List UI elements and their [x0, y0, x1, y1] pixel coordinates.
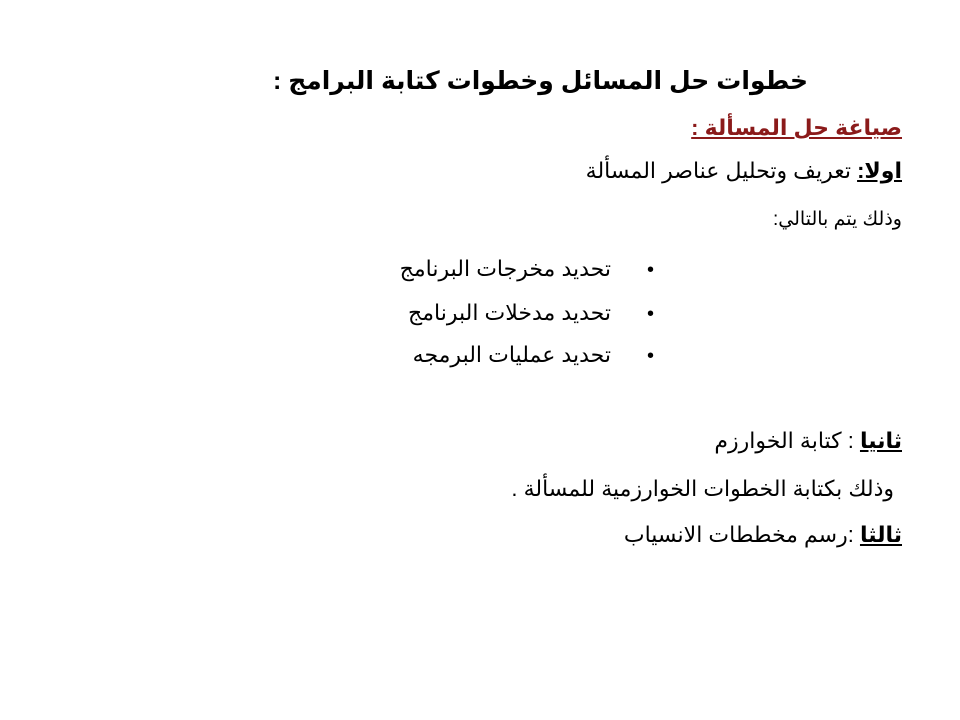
step-three-label: ثالثا [859, 522, 902, 547]
step-one-line [586, 158, 902, 184]
bullet-marker: • [646, 345, 654, 367]
step-two-line [714, 428, 902, 454]
page-title: خطوات حل المسائل وخطوات كتابة البرامج : [272, 67, 808, 95]
bullet-text: تحديد عمليات البرمجه [412, 342, 611, 367]
step-two-label: ثانيا [859, 428, 902, 453]
step-three-text: :رسم مخططات الانسياب [623, 522, 860, 547]
step-two-text: : كتابة الخوارزم [714, 428, 860, 453]
step-two-detail: وذلك بكتابة الخطوات الخوارزمية للمسألة . [511, 476, 894, 501]
bullet-text: تحديد مخرجات البرنامج [399, 256, 611, 281]
step-three-line [624, 522, 902, 548]
step-one-label: اولا: [857, 158, 902, 183]
bullet-item [400, 256, 654, 282]
bullet-marker: • [646, 259, 654, 281]
bullet-item [413, 342, 654, 368]
step-one-intro: وذلك يتم بالتالي: [773, 209, 902, 230]
bullet-item [408, 300, 654, 326]
section-subtitle: صياغة حل المسألة : [691, 115, 902, 140]
step-one-text: تعريف وتحليل عناصر المسألة [585, 158, 858, 183]
bullet-text: تحديد مدخلات البرنامج [408, 300, 611, 325]
bullet-marker: • [646, 303, 654, 325]
